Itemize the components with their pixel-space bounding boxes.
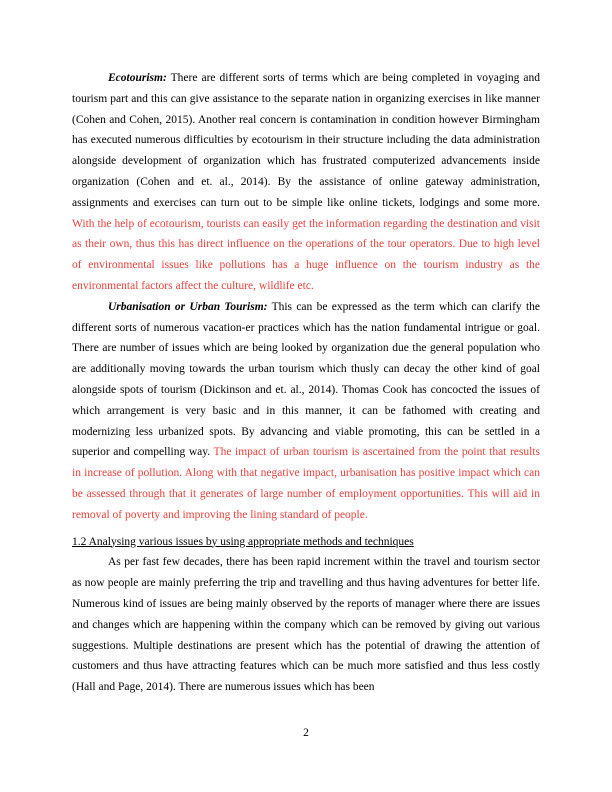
ecotourism-lead: Ecotourism: bbox=[108, 72, 167, 84]
section-paragraph: As per fast few decades, there has been rapid increment within the travel and tourism sector as now people are mainly preferring the trip and travelling and thus having adventures for better life. Numerous kind of issues are being mainly observed by the reports of manager where there are issues and changes which are happening within the company which can be removed by giving out various suggestions. Multiple destinations are present which has the potential of drawing the attention of customers and thus have attracting features which can be much more satisfied and thus less costly (Hall and Page, 2014). There are numerous issues which has been bbox=[72, 556, 540, 694]
ecotourism-body: There are different sorts of terms which are being completed in voyaging and tourism part and this can give assistance to the separate nation in organizing exercises in like manner (Cohen and Cohen, 2015). Another real concern is contamination in condition however Birmingham has executed numerous difficulties by ecotourism in their structure including the data administration alongside development of organization which has frustrated computerized advancements inside organization (Cohen and et. al., 2014). By the assistance of online gateway administration, assignments and exercises can turn out to be simple like online tickets, lodgings and some more. bbox=[72, 72, 540, 209]
section-heading: 1.2 Analysing various issues by using appropriate methods and techniques bbox=[72, 535, 414, 548]
urban-tourism-paragraph bbox=[72, 297, 540, 526]
page-number: 2 bbox=[303, 727, 309, 739]
urban-tourism-body: This can be expressed as the term which can clarify the different sorts of numerous vacation-er practices which has the nation fundamental intrigue or goal. There are number of issues which are being looked by organization due the general population who are additionally moving towards the urban tourism which thusly can decay the other kind of goal alongside spots of tourism (Dickinson and et. al., 2014). Thomas Cook has concocted the issues of which arrangement is very basic and in this manner, it can be fathomed with creating and modernizing less urbanized spots. By advancing and viable promoting, this can be settled in a superior and compelling way. bbox=[72, 300, 541, 459]
ecotourism-highlight: With the help of ecotourism, tourists can easily get the information regarding the destination and visit as their own, thus this has direct influence on the operations of the tour operators. Due to high level of environmental issues like pollutions has a huge influence on the tourism industry as the environmental factors affect the culture, wildlife etc. bbox=[72, 217, 540, 292]
ecotourism-paragraph bbox=[72, 68, 540, 297]
page-content bbox=[72, 68, 540, 698]
urban-tourism-highlight: The impact of urban tourism is ascertained from the point that results in increase of pollution. Along with that negative impact, urbanisation has positive impact which can be assessed through that it generates of large number of employment opportunities. This will aid in removal of poverty and improving the lining standard of people. bbox=[72, 446, 541, 521]
urban-tourism-lead: Urbanisation or Urban Tourism: bbox=[108, 300, 268, 313]
